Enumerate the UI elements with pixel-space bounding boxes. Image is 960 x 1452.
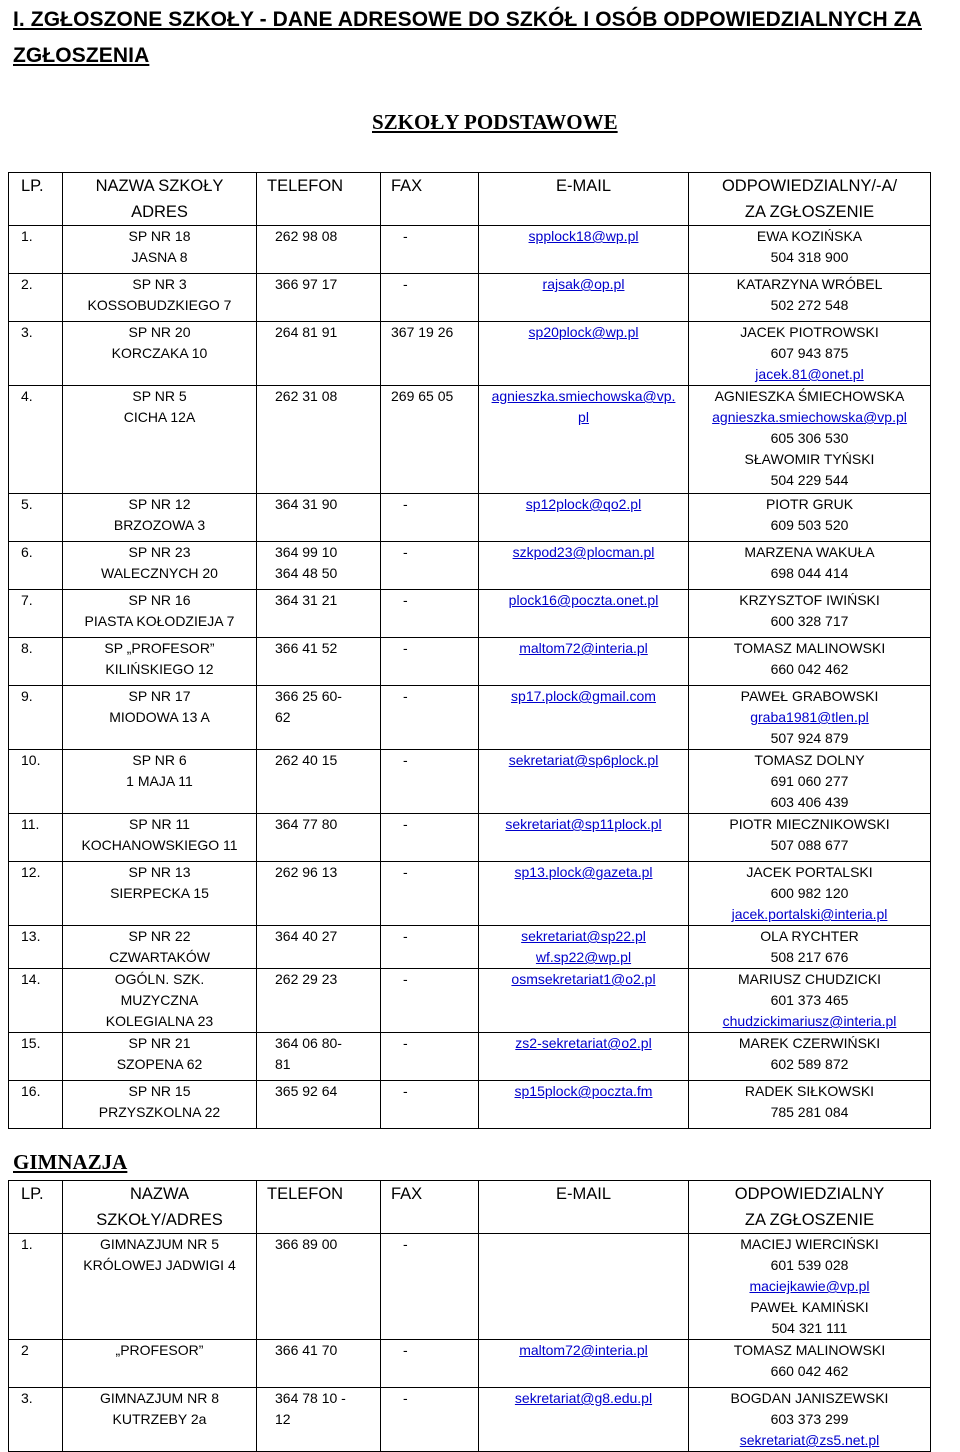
- responsible-line: 601 373 465: [770, 992, 849, 1008]
- table-header-row: [9, 173, 931, 226]
- phone-line: 262 98 08: [275, 228, 338, 244]
- responsible-line: 508 217 676: [770, 949, 849, 965]
- school-name-line: SP NR 20: [128, 324, 191, 340]
- cell-phone: [257, 226, 381, 274]
- cell-fax: -: [381, 1340, 479, 1388]
- responsible-line: 605 306 530: [770, 430, 849, 446]
- cell-school-name: [63, 1033, 257, 1081]
- phone-line: 364 40 27: [275, 928, 338, 944]
- table-row: [9, 862, 931, 926]
- school-name-line: WALECZNYCH 20: [101, 565, 218, 581]
- cell-fax: -: [381, 969, 479, 1033]
- cell-email: [479, 638, 689, 686]
- cell-email: [479, 926, 689, 969]
- table-row: [9, 322, 931, 386]
- cell-email: [479, 386, 689, 494]
- cell-fax: 367 19 26: [381, 322, 479, 386]
- cell-responsible: [689, 590, 931, 638]
- cell-lp: 6.: [9, 542, 63, 590]
- cell-phone: [257, 969, 381, 1033]
- email-link[interactable]: spplock18@wp.pl: [528, 228, 639, 244]
- header-name: [63, 1181, 257, 1234]
- cell-school-name: [63, 1388, 257, 1452]
- header-name-line: ADRES: [131, 203, 188, 221]
- header-name-line: NAZWA SZKOŁY: [95, 177, 224, 195]
- cell-school-name: [63, 1081, 257, 1129]
- responsible-line: TOMASZ MALINOWSKI: [733, 1342, 886, 1358]
- school-name-line: 1 MAJA 11: [126, 773, 193, 789]
- cell-responsible: [689, 322, 931, 386]
- responsible-email-link[interactable]: agnieszka.smiechowska@vp.pl: [712, 409, 907, 425]
- school-name-line: KORCZAKA 10: [111, 345, 208, 361]
- cell-email: [479, 686, 689, 750]
- cell-fax: -: [381, 1388, 479, 1452]
- cell-responsible: [689, 1081, 931, 1129]
- cell-phone: [257, 542, 381, 590]
- cell-school-name: [63, 969, 257, 1033]
- responsible-email-link[interactable]: maciejkawie@vp.pl: [749, 1278, 870, 1294]
- cell-email: [479, 322, 689, 386]
- cell-email: [479, 1033, 689, 1081]
- page-title: I. ZGŁOSZONE SZKOŁY - DANE ADRESOWE DO SZKÓŁ I OSÓB ODPOWIEDZIALNYCH ZA ZGŁOSZENIA: [13, 8, 922, 67]
- cell-school-name: [63, 686, 257, 750]
- header-resp-line: ZA ZGŁOSZENIE: [744, 203, 875, 221]
- cell-fax: -: [381, 926, 479, 969]
- section-heading-primary: SZKOŁY PODSTAWOWE: [372, 110, 618, 134]
- responsible-email-link[interactable]: graba1981@tlen.pl: [750, 709, 869, 725]
- cell-lp: 8.: [9, 638, 63, 686]
- email-link[interactable]: sp15plock@poczta.fm: [514, 1083, 653, 1099]
- responsible-line: MAREK CZERWIŃSKI: [738, 1035, 881, 1051]
- cell-email: [479, 1081, 689, 1129]
- cell-school-name: [63, 1234, 257, 1340]
- school-name-line: PRZYSZKOLNA 22: [98, 1104, 221, 1120]
- responsible-line: 785 281 084: [770, 1104, 849, 1120]
- school-name-line: CICHA 12A: [123, 409, 196, 425]
- responsible-line: JACEK PIOTROWSKI: [740, 324, 879, 340]
- school-name-line: KUTRZEBY 2a: [112, 1411, 207, 1427]
- header-name: [63, 173, 257, 226]
- email-link[interactable]: sekretariat@sp11plock.pl: [505, 816, 662, 832]
- cell-email: [479, 969, 689, 1033]
- responsible-line: 504 321 111: [771, 1320, 848, 1336]
- cell-phone: [257, 750, 381, 814]
- responsible-line: OLA RYCHTER: [760, 928, 859, 944]
- cell-lp: 4.: [9, 386, 63, 494]
- email-link[interactable]: sekretariat@sp6plock.pl: [508, 752, 659, 768]
- cell-school-name: [63, 322, 257, 386]
- cell-lp: 1.: [9, 1234, 63, 1340]
- school-name-line: GIMNAZJUM NR 8: [100, 1390, 219, 1406]
- table-row: [9, 386, 931, 494]
- phone-line: 264 81 91: [275, 324, 338, 340]
- cell-responsible: [689, 969, 931, 1033]
- cell-phone: [257, 1340, 381, 1388]
- table-row: [9, 494, 931, 542]
- phone-line: 366 25 60-: [275, 688, 342, 704]
- responsible-email-link[interactable]: chudzickimariusz@interia.pl: [722, 1013, 897, 1029]
- cell-responsible: [689, 686, 931, 750]
- responsible-line: TOMASZ MALINOWSKI: [733, 640, 886, 656]
- table-row: [9, 274, 931, 322]
- responsible-line: 502 272 548: [770, 297, 849, 313]
- cell-responsible: [689, 1340, 931, 1388]
- cell-responsible: [689, 638, 931, 686]
- cell-school-name: [63, 750, 257, 814]
- responsible-line: KATARZYNA WRÓBEL: [736, 276, 883, 292]
- responsible-line: AGNIESZKA ŚMIECHOWSKA: [714, 388, 905, 404]
- responsible-line: 603 406 439: [770, 794, 849, 810]
- email-link[interactable]: sp17.plock@gmail.com: [511, 688, 656, 704]
- cell-responsible: [689, 750, 931, 814]
- cell-phone: [257, 862, 381, 926]
- responsible-line: 601 539 028: [770, 1257, 849, 1273]
- school-name-line: SP NR 16: [128, 592, 191, 608]
- school-name-line: SP NR 5: [132, 388, 187, 404]
- responsible-line: KRZYSZTOF IWIŃSKI: [739, 592, 880, 608]
- table-header-row: [9, 1181, 931, 1234]
- cell-fax: -: [381, 686, 479, 750]
- email-link[interactable]: maltom72@interia.pl: [519, 1342, 648, 1358]
- cell-phone: [257, 1388, 381, 1452]
- email-link[interactable]: szkpod23@plocman.pl: [512, 544, 655, 560]
- responsible-line: 691 060 277: [770, 773, 849, 789]
- school-name-line: „PROFESOR”: [115, 1342, 204, 1358]
- email-link[interactable]: osmsekretariat1@o2.pl: [511, 971, 656, 987]
- email-link[interactable]: wf.sp22@wp.pl: [535, 949, 632, 965]
- school-name-line: SP NR 17: [128, 688, 191, 704]
- cell-email: [479, 750, 689, 814]
- table-row: [9, 969, 931, 1033]
- responsible-line: 504 229 544: [770, 472, 849, 488]
- cell-email: [479, 590, 689, 638]
- phone-line: 364 31 21: [275, 592, 338, 608]
- email-link[interactable]: plock16@poczta.onet.pl: [508, 592, 659, 608]
- school-name-line: KOCHANOWSKIEGO 11: [81, 837, 238, 853]
- responsible-line: MARZENA WAKUŁA: [744, 544, 875, 560]
- cell-school-name: [63, 1340, 257, 1388]
- school-name-line: SIERPECKA 15: [110, 885, 209, 901]
- email-link[interactable]: sp20plock@wp.pl: [528, 324, 639, 340]
- responsible-line: 607 943 875: [770, 345, 849, 361]
- cell-fax: 269 65 05: [381, 386, 479, 494]
- responsible-line: 504 318 900: [770, 249, 849, 265]
- school-name-line: SP NR 23: [128, 544, 191, 560]
- cell-lp: 16.: [9, 1081, 63, 1129]
- cell-phone: [257, 590, 381, 638]
- phone-line: 262 29 23: [275, 971, 338, 987]
- table-row: [9, 1033, 931, 1081]
- cell-phone: [257, 926, 381, 969]
- responsible-line: SŁAWOMIR TYŃSKI: [744, 451, 875, 467]
- phone-line: 364 06 80-: [275, 1035, 342, 1051]
- header-phone: TELEFON: [257, 173, 381, 226]
- cell-email: [479, 542, 689, 590]
- cell-fax: -: [381, 590, 479, 638]
- cell-lp: 3.: [9, 1388, 63, 1452]
- email-link[interactable]: sekretariat@sp22.pl: [521, 928, 646, 944]
- cell-phone: [257, 386, 381, 494]
- section-heading-gimnazja: GIMNAZJA: [13, 1150, 128, 1174]
- cell-school-name: [63, 926, 257, 969]
- cell-responsible: [689, 1033, 931, 1081]
- email-link[interactable]: maltom72@interia.pl: [519, 640, 648, 656]
- cell-school-name: [63, 226, 257, 274]
- header-fax: FAX: [381, 1181, 479, 1234]
- email-link[interactable]: sekretariat@g8.edu.pl: [514, 1390, 653, 1406]
- cell-school-name: [63, 274, 257, 322]
- cell-school-name: [63, 386, 257, 494]
- cell-email: [479, 1388, 689, 1452]
- cell-fax: -: [381, 862, 479, 926]
- cell-fax: -: [381, 750, 479, 814]
- school-name-line: SP NR 12: [128, 496, 191, 512]
- email-link[interactable]: rajsak@op.pl: [542, 276, 625, 292]
- cell-email: [479, 494, 689, 542]
- cell-fax: -: [381, 542, 479, 590]
- cell-responsible: [689, 494, 931, 542]
- cell-school-name: [63, 494, 257, 542]
- phone-line: 366 89 00: [275, 1236, 338, 1252]
- cell-fax: -: [381, 494, 479, 542]
- cell-lp: 10.: [9, 750, 63, 814]
- school-name-line: SP NR 21: [128, 1035, 191, 1051]
- cell-lp: 12.: [9, 862, 63, 926]
- cell-phone: [257, 322, 381, 386]
- cell-email: [479, 226, 689, 274]
- cell-school-name: [63, 862, 257, 926]
- phone-line: 365 92 64: [275, 1083, 338, 1099]
- cell-lp: 2: [9, 1340, 63, 1388]
- cell-email: [479, 814, 689, 862]
- school-name-line: SP „PROFESOR”: [104, 640, 215, 656]
- phone-line: 364 31 90: [275, 496, 338, 512]
- cell-fax: -: [381, 1033, 479, 1081]
- school-name-line: PIASTA KOŁODZIEJA 7: [84, 613, 235, 629]
- cell-lp: 9.: [9, 686, 63, 750]
- table-row: [9, 1388, 931, 1452]
- cell-lp: 1.: [9, 226, 63, 274]
- header-responsible: [689, 173, 931, 226]
- cell-fax: -: [381, 274, 479, 322]
- cell-phone: [257, 638, 381, 686]
- cell-email: [479, 274, 689, 322]
- cell-responsible: [689, 274, 931, 322]
- table-row: [9, 926, 931, 969]
- school-name-line: SP NR 13: [128, 864, 191, 880]
- cell-fax: -: [381, 638, 479, 686]
- phone-line: 81: [275, 1056, 291, 1072]
- email-link[interactable]: sp13.plock@gazeta.pl: [514, 864, 653, 880]
- school-name-line: CZWARTAKÓW: [109, 949, 210, 965]
- responsible-line: MARIUSZ CHUDZICKI: [737, 971, 882, 987]
- responsible-line: 600 982 120: [770, 885, 849, 901]
- cell-responsible: [689, 814, 931, 862]
- cell-school-name: [63, 638, 257, 686]
- header-email: E-MAIL: [479, 173, 689, 226]
- responsible-line: 602 589 872: [770, 1056, 849, 1072]
- school-name-line: SP NR 3: [132, 276, 187, 292]
- responsible-line: RADEK SIŁKOWSKI: [744, 1083, 875, 1099]
- cell-email: [479, 862, 689, 926]
- responsible-line: 600 328 717: [770, 613, 849, 629]
- table-row: [9, 750, 931, 814]
- cell-responsible: [689, 542, 931, 590]
- header-email: E-MAIL: [479, 1181, 689, 1234]
- primary-schools-table: [8, 172, 931, 1129]
- responsible-line: EWA KOZIŃSKA: [756, 228, 863, 244]
- cell-lp: 11.: [9, 814, 63, 862]
- phone-line: 366 97 17: [275, 276, 338, 292]
- table-row: [9, 590, 931, 638]
- header-resp-line: ODPOWIEDZIALNY: [734, 1185, 885, 1203]
- school-name-line: BRZOZOWA 3: [113, 517, 206, 533]
- cell-lp: 3.: [9, 322, 63, 386]
- responsible-line: 507 088 677: [770, 837, 849, 853]
- cell-phone: [257, 494, 381, 542]
- header-fax: FAX: [381, 173, 479, 226]
- header-lp: LP.: [9, 173, 63, 226]
- cell-school-name: [63, 814, 257, 862]
- table-row: [9, 226, 931, 274]
- phone-line: 366 41 70: [275, 1342, 338, 1358]
- responsible-line: PIOTR GRUK: [765, 496, 854, 512]
- phone-line: 262 40 15: [275, 752, 338, 768]
- cell-school-name: [63, 542, 257, 590]
- cell-phone: [257, 686, 381, 750]
- phone-line: 12: [275, 1411, 291, 1427]
- phone-line: 62: [275, 709, 291, 725]
- responsible-line: MACIEJ WIERCIŃSKI: [740, 1236, 879, 1252]
- responsible-email-link[interactable]: sekretariat@zs5.net.pl: [739, 1432, 880, 1448]
- school-name-line: JASNA 8: [131, 249, 188, 265]
- school-name-line: SP NR 6: [132, 752, 187, 768]
- cell-lp: 15.: [9, 1033, 63, 1081]
- cell-phone: [257, 1081, 381, 1129]
- header-name-line: SZKOŁY/ADRES: [96, 1211, 223, 1229]
- cell-email: [479, 1234, 689, 1340]
- responsible-line: PAWEŁ KAMIŃSKI: [750, 1299, 869, 1315]
- email-link[interactable]: pl: [578, 409, 589, 425]
- header-lp: LP.: [9, 1181, 63, 1234]
- school-name-line: KOSSOBUDZKIEGO 7: [87, 297, 232, 313]
- cell-fax: -: [381, 814, 479, 862]
- phone-line: 262 96 13: [275, 864, 338, 880]
- table-row: [9, 814, 931, 862]
- school-name-line: KOLEGIALNA 23: [105, 1013, 214, 1029]
- phone-line: 364 77 80: [275, 816, 338, 832]
- header-resp-line: ZA ZGŁOSZENIE: [744, 1211, 875, 1229]
- cell-lp: 7.: [9, 590, 63, 638]
- email-link[interactable]: sp12plock@qo2.pl: [525, 496, 642, 512]
- table-row: [9, 1081, 931, 1129]
- email-link[interactable]: agnieszka.smiechowska@vp.: [491, 388, 676, 404]
- phone-line: 364 78 10 -: [275, 1390, 346, 1406]
- school-name-line: GIMNAZJUM NR 5: [100, 1236, 219, 1252]
- cell-phone: [257, 814, 381, 862]
- responsible-line: 660 042 462: [770, 1363, 849, 1379]
- responsible-line: 609 503 520: [770, 517, 849, 533]
- cell-fax: -: [381, 226, 479, 274]
- responsible-line: 507 924 879: [770, 730, 849, 746]
- school-name-line: OGÓLN. SZK.: [114, 971, 205, 987]
- cell-phone: [257, 274, 381, 322]
- cell-phone: [257, 1033, 381, 1081]
- header-phone: TELEFON: [257, 1181, 381, 1234]
- school-name-line: SP NR 11: [129, 816, 190, 832]
- school-name-line: KRÓLOWEJ JADWIGI 4: [83, 1257, 236, 1273]
- responsible-email-link[interactable]: jacek.portalski@interia.pl: [731, 906, 888, 922]
- gimnazja-table: [8, 1180, 931, 1452]
- responsible-line: 660 042 462: [770, 661, 849, 677]
- cell-responsible: [689, 386, 931, 494]
- header-name-line: NAZWA: [130, 1185, 189, 1203]
- header-resp-line: ODPOWIEDZIALNY/-A/: [721, 177, 898, 195]
- school-name-line: SP NR 15: [128, 1083, 191, 1099]
- responsible-line: 603 373 299: [770, 1411, 849, 1427]
- table-row: [9, 638, 931, 686]
- cell-fax: -: [381, 1081, 479, 1129]
- school-name-line: SZOPENA 62: [116, 1056, 203, 1072]
- cell-responsible: [689, 862, 931, 926]
- phone-line: 366 41 52: [275, 640, 338, 656]
- cell-responsible: [689, 926, 931, 969]
- phone-line: 364 48 50: [275, 565, 338, 581]
- cell-lp: 5.: [9, 494, 63, 542]
- school-name-line: SP NR 18: [128, 228, 191, 244]
- responsible-line: 698 044 414: [770, 565, 849, 581]
- cell-responsible: [689, 226, 931, 274]
- school-name-line: MUZYCZNA: [120, 992, 199, 1008]
- table-row: [9, 542, 931, 590]
- cell-lp: 14.: [9, 969, 63, 1033]
- table-row: [9, 1234, 931, 1340]
- responsible-line: PAWEŁ GRABOWSKI: [740, 688, 879, 704]
- cell-responsible: [689, 1388, 931, 1452]
- responsible-line: JACEK PORTALSKI: [746, 864, 873, 880]
- phone-line: 262 31 08: [275, 388, 338, 404]
- responsible-line: TOMASZ DOLNY: [754, 752, 865, 768]
- cell-lp: 13.: [9, 926, 63, 969]
- responsible-line: PIOTR MIECZNIKOWSKI: [729, 816, 890, 832]
- table-row: [9, 686, 931, 750]
- phone-line: 364 99 10: [275, 544, 338, 560]
- table-row: [9, 1340, 931, 1388]
- header-responsible: [689, 1181, 931, 1234]
- school-name-line: KILIŃSKIEGO 12: [105, 661, 214, 677]
- responsible-line: BOGDAN JANISZEWSKI: [730, 1390, 889, 1406]
- cell-email: [479, 1340, 689, 1388]
- email-link[interactable]: zs2-sekretariat@o2.pl: [515, 1035, 652, 1051]
- school-name-line: SP NR 22: [128, 928, 191, 944]
- cell-responsible: [689, 1234, 931, 1340]
- cell-fax: -: [381, 1234, 479, 1340]
- school-name-line: MIODOWA 13 A: [109, 709, 210, 725]
- cell-lp: 2.: [9, 274, 63, 322]
- cell-phone: [257, 1234, 381, 1340]
- responsible-email-link[interactable]: jacek.81@onet.pl: [755, 366, 864, 382]
- cell-school-name: [63, 590, 257, 638]
